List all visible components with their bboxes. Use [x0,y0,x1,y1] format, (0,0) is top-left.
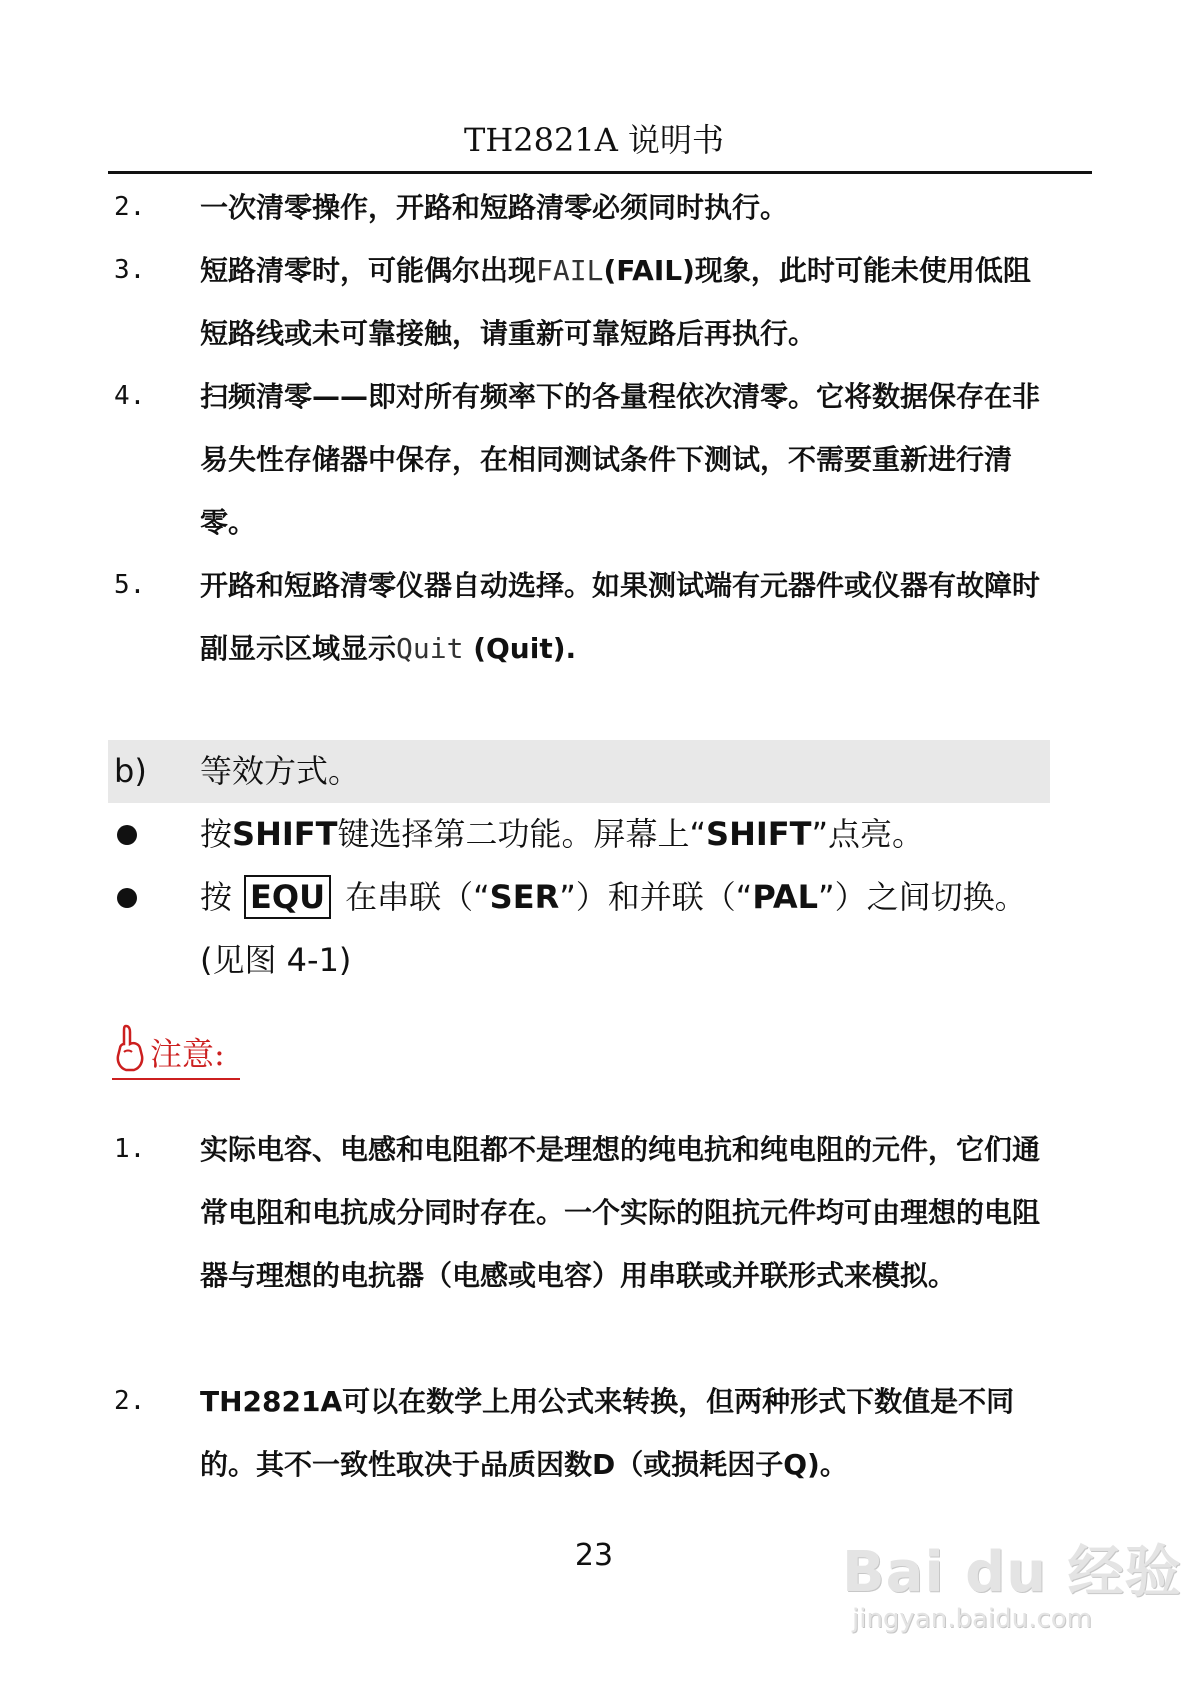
bullet-text [200,803,1056,866]
item-number: 3. [114,255,146,285]
baidu-watermark [842,1508,1182,1658]
section-label: b) [114,752,147,790]
bullet-item [108,803,1056,866]
bullet-dot-icon [117,888,137,908]
item-text-post: (Quit). [463,632,577,665]
bullet-text-post: ”）之间切换。(见图 4-1) [200,878,1027,979]
item-text-post: (FAIL)现象，此时可能未使用低阻短路线或未可靠接触，请重新可靠短路后再执行。 [200,254,1031,350]
header-rule [108,171,1092,174]
bullet-text-pre: 按 [200,815,233,853]
note-underline [112,1078,240,1080]
item-text: 实际电容、电感和电阻都不是理想的纯电抗和纯电阻的元件，它们通常电阻和电抗成分同时存在。一个实际的阻抗元件均可由理想的电阻器与理想的电抗器（电感或电容）用串联或并联形式来模拟。 [200,1133,1041,1292]
pointing-hand-icon [112,1022,148,1078]
list-item [108,554,1048,680]
bullet-text-post: ”点亮。 [811,815,925,853]
item-text [200,239,1048,365]
item-text: TH2821A可以在数学上用公式来转换，但两种形式下数值是不同的。其不一致性取决于品质因数D（或损耗因子Q)。 [200,1385,1015,1481]
item-number: 2. [114,192,146,222]
fail-display-code: FAIL [536,254,604,287]
quit-display-code: Quit [396,632,464,665]
item-text: 一次清零操作，开路和短路清零必须同时执行。 [200,191,789,224]
list-item [108,365,1048,554]
section-title: 等效方式。 [200,752,361,790]
bullet-item [108,866,1056,992]
item-text: 扫频清零——即对所有频率下的各量程依次清零。它将数据保存在非易失性存储器中保存，在相同测试条件下测试，不需要重新进行清零。 [200,380,1041,539]
bullet-text-mid: 在串联（“ [345,878,490,916]
bullet-dot-icon [117,825,137,845]
note-heading [112,1022,352,1082]
watermark-url: jingyan.baidu.com [852,1604,1092,1634]
page-number: 23 [574,1538,614,1573]
bullet-text-mid2: ”）和并联（“ [559,878,753,916]
list-item [108,176,1048,239]
bullet-text-pre: 按 [200,878,233,916]
page-header: TH2821A 说明书 [464,121,724,159]
note-label: 注意: [150,1035,225,1073]
item-text [200,554,1048,680]
bullet-text-mid: 键选择第二功能。屏幕上“ [337,815,707,853]
list-item [108,1370,1048,1496]
shift-indicator-label: SHIFT [706,815,812,853]
bullet-text [200,866,1056,992]
item-number: 4. [114,381,146,411]
equ-key: EQU [244,875,331,919]
shift-key-label: SHIFT [232,815,338,853]
item-number: 1. [114,1134,146,1164]
list-item [108,1118,1048,1307]
series-mode-label: SER [489,878,560,916]
item-text-pre: 开路和短路清零仪器自动选择。如果测试端有元器件或仪器有故障时副显示区域显示 [200,569,1041,665]
item-text-pre: 短路清零时，可能偶尔出现 [200,254,537,287]
watermark-brand: Bai du 经验 [842,1540,1182,1605]
item-number: 5. [114,570,146,600]
item-number: 2. [114,1386,146,1416]
list-item [108,239,1048,365]
parallel-mode-label: PAL [752,878,819,916]
